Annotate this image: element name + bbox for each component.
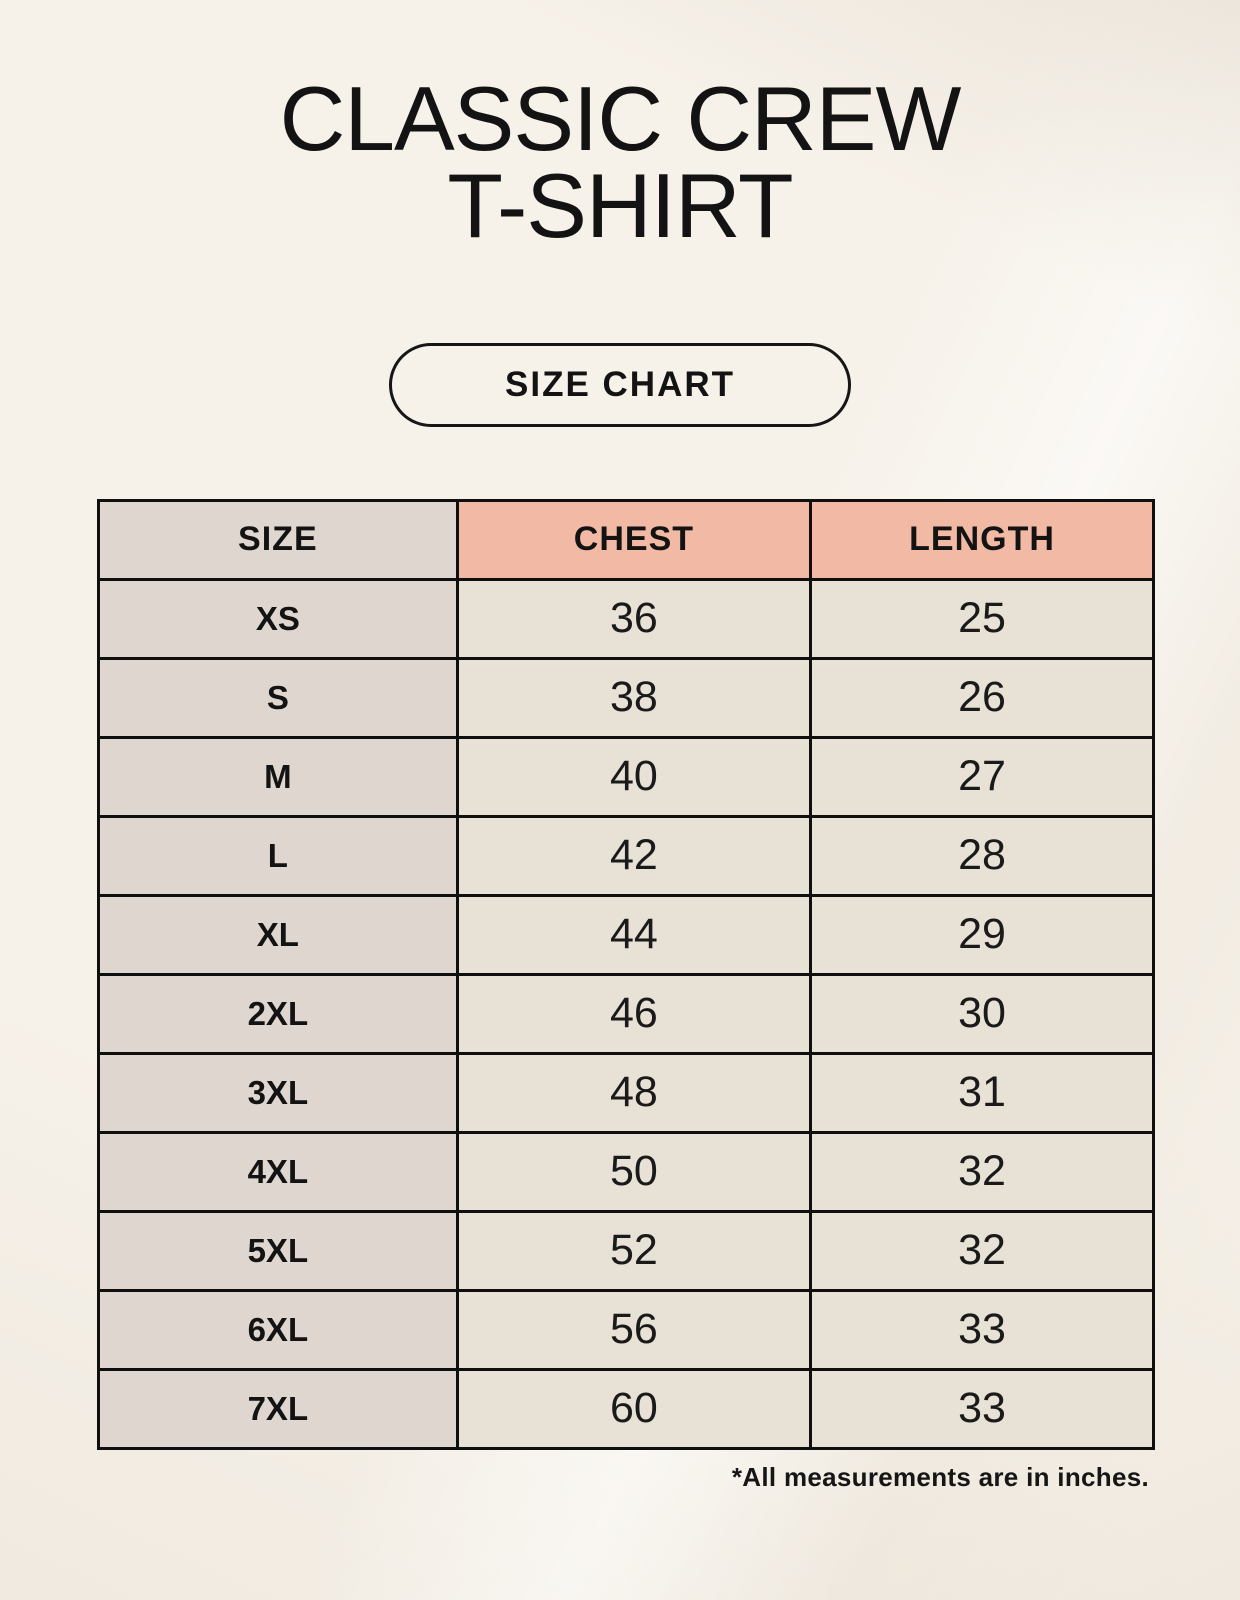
length-cell: 31 xyxy=(811,1053,1154,1132)
column-header-chest: CHEST xyxy=(457,500,810,579)
size-cell: S xyxy=(99,658,458,737)
size-cell: XS xyxy=(99,579,458,658)
chest-cell: 44 xyxy=(457,895,810,974)
length-cell: 32 xyxy=(811,1132,1154,1211)
table-row xyxy=(99,1132,1154,1211)
length-cell: 33 xyxy=(811,1290,1154,1369)
size-cell: 3XL xyxy=(99,1053,458,1132)
length-cell: 28 xyxy=(811,816,1154,895)
column-header-length: LENGTH xyxy=(811,500,1154,579)
table-row xyxy=(99,737,1154,816)
length-cell: 32 xyxy=(811,1211,1154,1290)
table-row xyxy=(99,658,1154,737)
table-row xyxy=(99,1053,1154,1132)
chest-cell: 60 xyxy=(457,1369,810,1448)
length-cell: 26 xyxy=(811,658,1154,737)
size-chart-table xyxy=(97,499,1155,1450)
size-cell: 4XL xyxy=(99,1132,458,1211)
size-cell: 6XL xyxy=(99,1290,458,1369)
page-title xyxy=(0,69,1240,258)
chest-cell: 50 xyxy=(457,1132,810,1211)
chest-cell: 48 xyxy=(457,1053,810,1132)
page-title-line-1: CLASSIC CREW xyxy=(279,69,961,170)
size-cell: M xyxy=(99,737,458,816)
size-cell: XL xyxy=(99,895,458,974)
table-row xyxy=(99,974,1154,1053)
chest-cell: 36 xyxy=(457,579,810,658)
length-cell: 25 xyxy=(811,579,1154,658)
chest-cell: 40 xyxy=(457,737,810,816)
page-title-line-2: T-SHIRT xyxy=(447,156,793,258)
chest-cell: 42 xyxy=(457,816,810,895)
chest-cell: 56 xyxy=(457,1290,810,1369)
table-row xyxy=(99,895,1154,974)
measurements-footnote: *All measurements are in inches. xyxy=(731,1461,1149,1492)
size-cell: 5XL xyxy=(99,1211,458,1290)
length-cell: 29 xyxy=(811,895,1154,974)
table-row xyxy=(99,1369,1154,1448)
chest-cell: 38 xyxy=(457,658,810,737)
table-row xyxy=(99,579,1154,658)
size-cell: 7XL xyxy=(99,1369,458,1448)
length-cell: 27 xyxy=(811,737,1154,816)
table-row xyxy=(99,1211,1154,1290)
table-row xyxy=(99,1290,1154,1369)
column-header-size: SIZE xyxy=(99,500,458,579)
table-header-row xyxy=(99,500,1154,579)
table-row xyxy=(99,816,1154,895)
chest-cell: 46 xyxy=(457,974,810,1053)
size-chart-section xyxy=(97,499,1155,1493)
header-section xyxy=(0,0,1240,427)
length-cell: 33 xyxy=(811,1369,1154,1448)
chest-cell: 52 xyxy=(457,1211,810,1290)
size-chart-button[interactable]: SIZE CHART xyxy=(389,343,851,427)
size-cell: 2XL xyxy=(99,974,458,1053)
length-cell: 30 xyxy=(811,974,1154,1053)
table-body xyxy=(99,579,1154,1448)
size-cell: L xyxy=(99,816,458,895)
